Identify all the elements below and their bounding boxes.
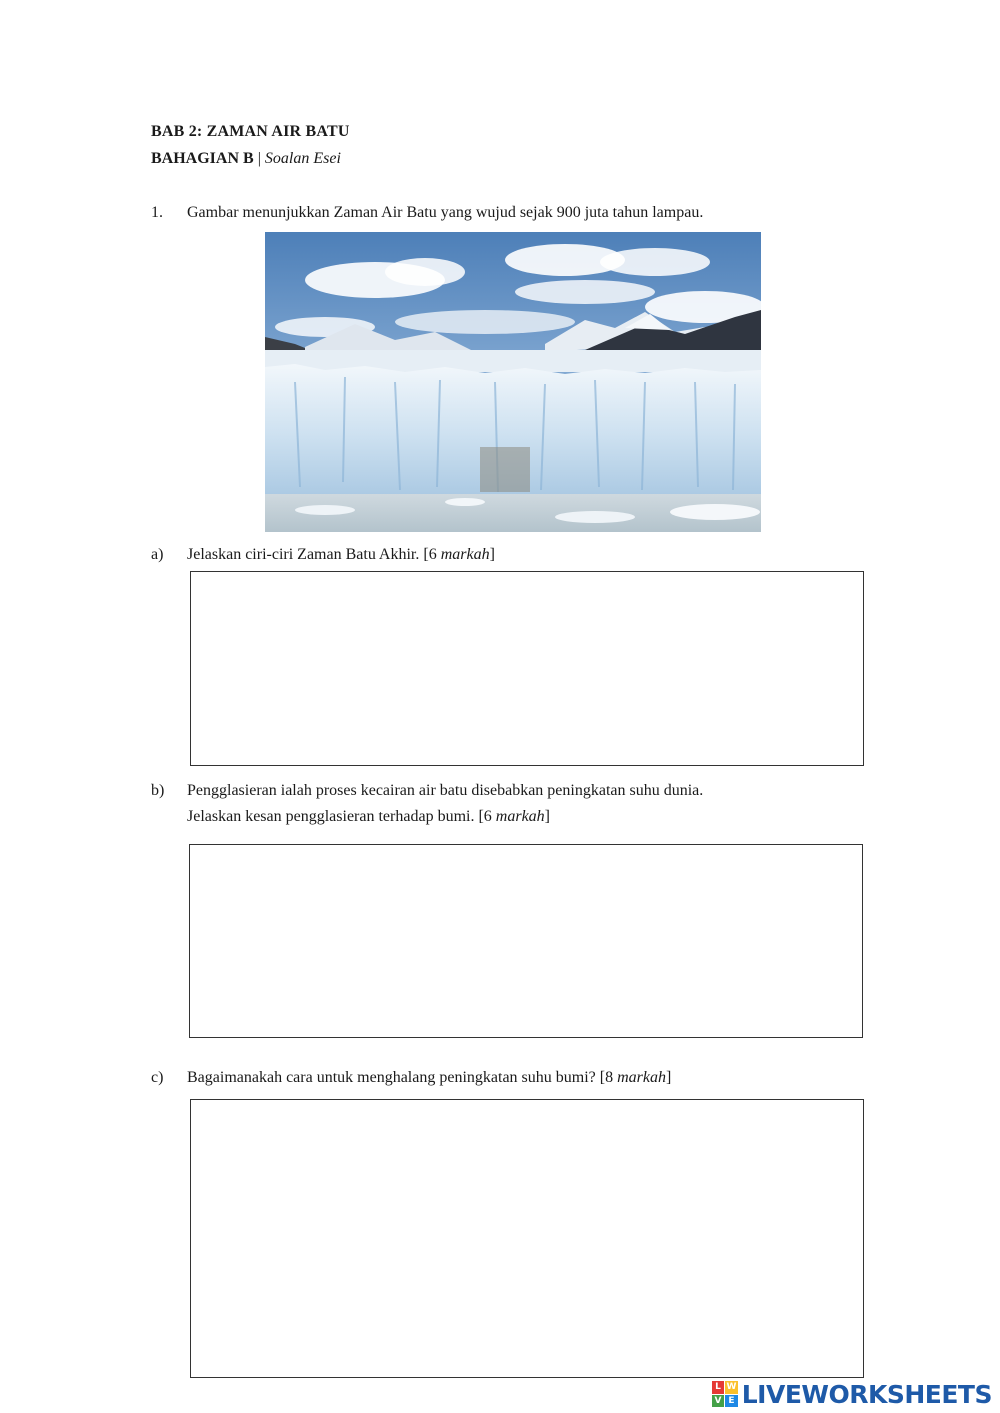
part-b-close: ] — [544, 808, 550, 825]
part-a-question — [187, 545, 495, 565]
section-subtitle: Soalan Esei — [264, 150, 341, 167]
logo-mark-icon — [712, 1381, 738, 1407]
section-label: BAHAGIAN B — [151, 150, 254, 167]
question-number: 1. — [151, 204, 163, 221]
part-c-marks: markah — [617, 1069, 666, 1086]
part-b-marks: markah — [495, 808, 545, 825]
question-stem: Gambar menunjukkan Zaman Air Batu yang wujud sejak 900 juta tahun lampau. — [187, 204, 704, 221]
logo-letter: E — [725, 1395, 738, 1408]
part-c-label: c) — [151, 1069, 164, 1086]
part-b-question — [187, 807, 550, 827]
part-a-answer-box[interactable] — [190, 571, 864, 766]
part-b-text: Jelaskan kesan pengglasieran terhadap bumi. [6 — [187, 808, 496, 825]
part-c-text: Bagaimanakah cara untuk menghalang peningkatan suhu bumi? [8 — [187, 1069, 618, 1086]
section-separator: | — [253, 150, 265, 167]
logo-letter: L — [712, 1381, 725, 1394]
part-b-answer-box[interactable] — [189, 844, 863, 1038]
glacier-photo — [265, 232, 761, 532]
chapter-title: BAB 2: ZAMAN AIR BATU — [151, 123, 350, 140]
logo-text: LIVEWORKSHEETS — [741, 1379, 992, 1409]
part-a-marks: markah — [440, 546, 490, 563]
part-a-label: a) — [151, 546, 164, 563]
section-heading — [151, 150, 341, 168]
logo-letter: V — [712, 1395, 725, 1408]
liveworksheets-logo[interactable] — [712, 1378, 992, 1410]
logo-letter: W — [726, 1382, 737, 1392]
part-c-answer-box[interactable] — [190, 1099, 864, 1378]
part-c-close: ] — [665, 1069, 672, 1086]
part-a-close: ] — [489, 546, 495, 563]
part-b-label: b) — [151, 782, 165, 799]
part-b-intro: Pengglasieran ialah proses kecairan air batu disebabkan peningkatan suhu dunia. — [187, 782, 704, 799]
part-c-question — [187, 1068, 671, 1088]
part-a-text: Jelaskan ciri-ciri Zaman Batu Akhir. [6 — [187, 546, 441, 563]
